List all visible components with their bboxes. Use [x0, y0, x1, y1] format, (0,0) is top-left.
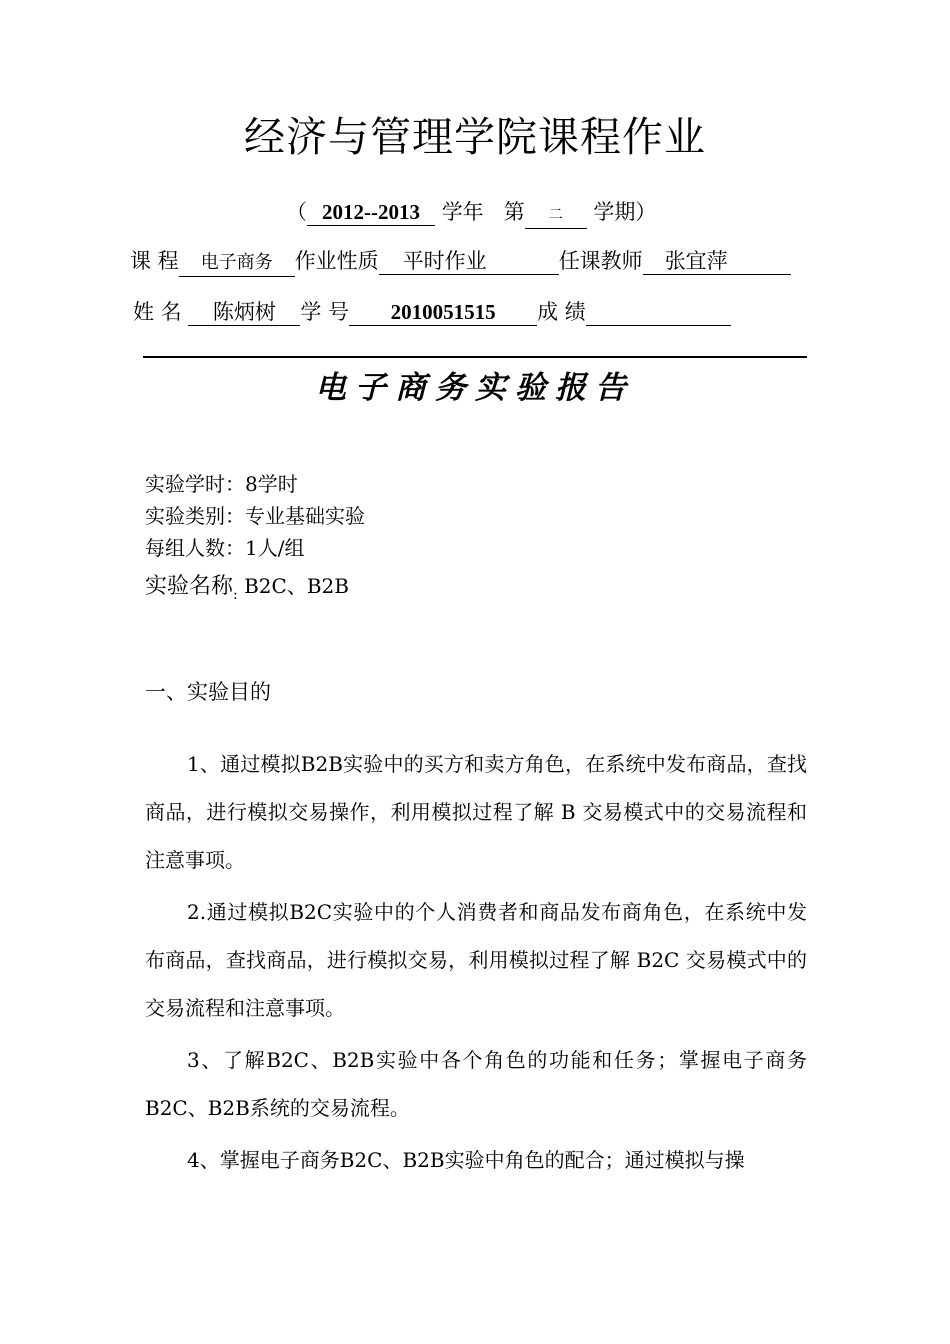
experiment-name-sep: : — [233, 587, 238, 603]
academic-year: 2012--2013 — [307, 199, 435, 226]
open-paren: （ — [286, 200, 307, 224]
student-row — [133, 298, 731, 326]
info-hours: 实验学时：8学时 — [145, 472, 298, 496]
info-category: 实验类别：专业基础实验 — [145, 504, 365, 528]
year-label: 学年 — [441, 200, 484, 224]
header-divider — [143, 356, 807, 358]
work-type-label: 作业性质 — [294, 249, 379, 273]
term-value: 二 — [525, 202, 587, 229]
grade-value — [586, 299, 731, 326]
name-value: 陈炳树 — [188, 299, 300, 326]
student-id-value: 2010051515 — [349, 299, 537, 326]
course-label: 课 程 — [130, 249, 179, 273]
experiment-name-value: B2C、B2B — [244, 574, 349, 598]
semester-row — [286, 198, 656, 229]
info-experiment-name — [145, 572, 349, 609]
course-value: 电子商务 — [179, 250, 295, 277]
term-prefix: 第 — [503, 200, 525, 224]
objective-paragraph-4: 4、掌握电子商务B2C、B2B实验中角色的配合；通过模拟与操 — [187, 1148, 745, 1172]
teacher-value: 张宜萍 — [643, 248, 791, 275]
name-label: 姓 名 — [133, 300, 182, 324]
page-title: 经济与管理学院课程作业 — [244, 113, 706, 161]
objective-paragraph-1: 1、通过模拟B2B实验中的买方和卖方角色，在系统中发布商品，查找商品，进行模拟交易操作，利用模拟过程了解 B 交易模式中的交易流程和注意事项。 — [145, 752, 807, 872]
term-label: 学期） — [593, 200, 657, 224]
course-row — [130, 247, 791, 277]
student-id-label: 学 号 — [300, 300, 350, 324]
work-type-value: 平时作业 — [379, 248, 559, 275]
grade-label: 成 绩 — [537, 300, 586, 324]
experiment-name-label: 实验名称 — [145, 574, 234, 599]
section-heading-objectives: 一、实验目的 — [145, 680, 271, 704]
objective-paragraph-3: 3、了解B2C、B2B实验中各个角色的功能和任务；掌握电子商务B2C、B2B系统的交易流程。 — [145, 1048, 807, 1120]
report-title: 电子商务实验报告 — [315, 370, 635, 406]
objective-paragraph-2: 2.通过模拟B2C实验中的个人消费者和商品发布商角色，在系统中发布商品，查找商品，进行模拟交易，利用模拟过程了解 B2C 交易模式中的交易流程和注意事项。 — [145, 900, 807, 1020]
teacher-label: 任课教师 — [558, 249, 643, 273]
info-group-size: 每组人数：1人/组 — [145, 536, 305, 560]
